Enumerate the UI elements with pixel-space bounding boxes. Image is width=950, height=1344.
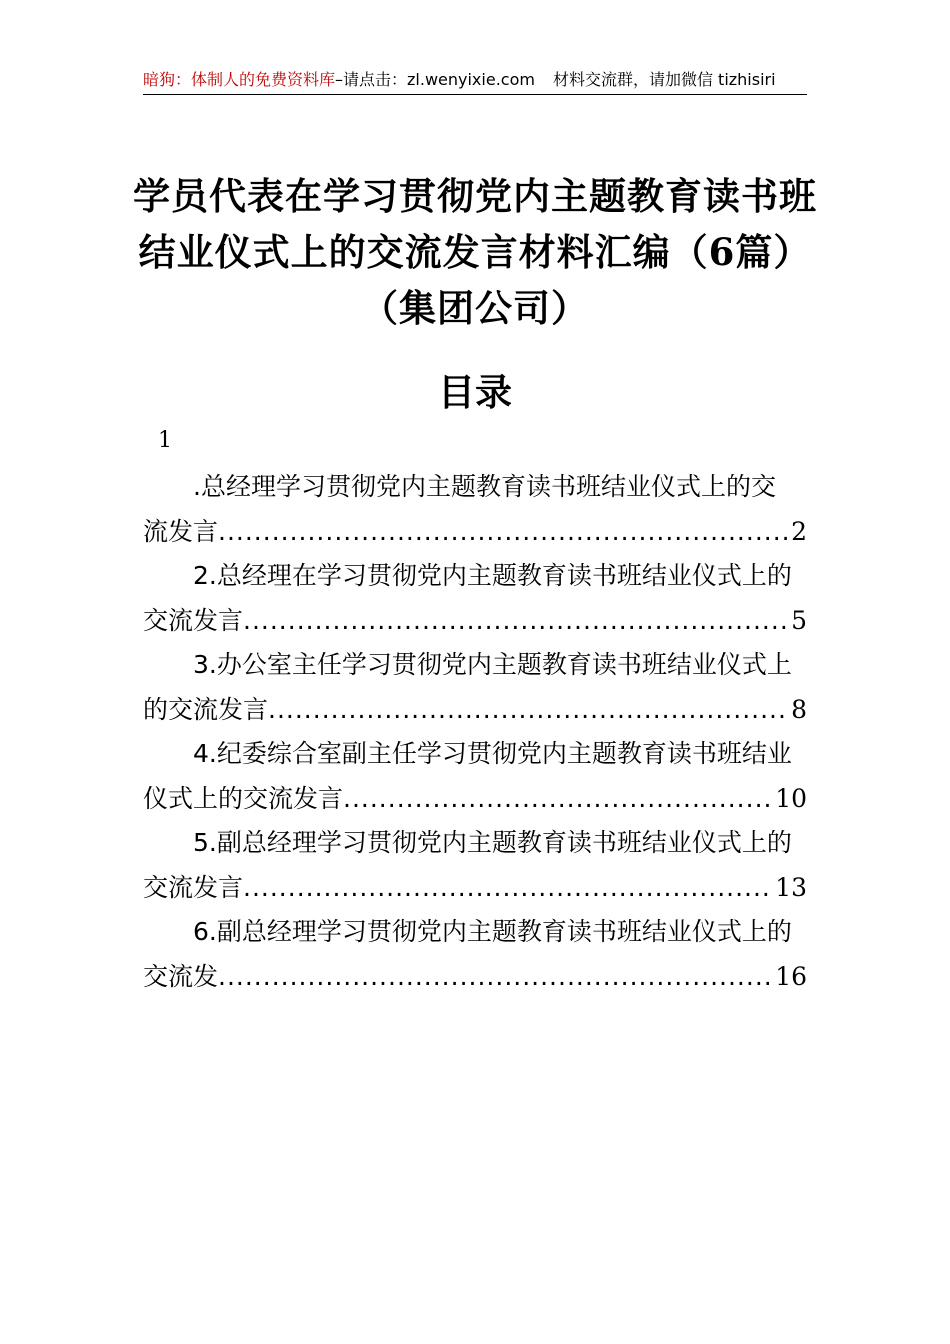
- toc-stray-number: 1: [158, 428, 172, 453]
- page-header: [143, 66, 807, 95]
- title-line-3: （集团公司）: [361, 286, 589, 330]
- toc-entry-title: 4.纪委综合室副主任学习贯彻党内主题教育读书班结业: [193, 739, 792, 768]
- toc-entry-title-cont: 流发言: [143, 516, 219, 546]
- toc-entry-5[interactable]: [143, 821, 807, 910]
- header-site-name: 暗狗：体制人的免费资料库: [143, 70, 336, 89]
- toc-entry-2[interactable]: [143, 554, 807, 643]
- toc-leader-dots: [243, 866, 773, 911]
- toc-entry-title: 2.总经理在学习贯彻党内主题教育读书班结业仪式上的: [193, 561, 792, 590]
- table-of-contents: [143, 465, 807, 999]
- title-line-1: 学员代表在学习贯彻党内主题教育读书班: [133, 174, 817, 218]
- toc-entry-title: .总经理学习贯彻党内主题教育读书班结业仪式上的交: [193, 472, 776, 501]
- toc-leader-dots: [343, 777, 773, 822]
- toc-leader-dots: [243, 599, 789, 644]
- header-link[interactable]: –请点击：zl.wenyixie.com: [335, 70, 535, 89]
- toc-leader-dots: [268, 688, 789, 733]
- toc-entry-title: 6.副总经理学习贯彻党内主题教育读书班结业仪式上的: [193, 917, 792, 946]
- toc-entry-page: 13: [775, 872, 807, 902]
- toc-entry-title: 5.副总经理学习贯彻党内主题教育读书班结业仪式上的: [193, 828, 792, 857]
- toc-leader-dots: [218, 955, 773, 1000]
- toc-entry-4[interactable]: [143, 732, 807, 821]
- toc-entry-title-cont: 交流发言: [143, 605, 244, 635]
- toc-heading: 目录: [438, 370, 512, 414]
- toc-entry-3[interactable]: [143, 643, 807, 732]
- document-title: [100, 168, 850, 336]
- toc-entry-6[interactable]: [143, 910, 807, 999]
- toc-entry-1[interactable]: [143, 465, 807, 554]
- toc-entry-page: 16: [775, 961, 807, 991]
- toc-entry-page: 2: [791, 516, 807, 546]
- toc-entry-page: 10: [775, 783, 807, 813]
- toc-entry-title-cont: 的交流发言: [143, 694, 269, 724]
- toc-entry-title-cont: 交流发言: [143, 872, 244, 902]
- toc-entry-page: 5: [791, 605, 807, 635]
- toc-entry-title-cont: 仪式上的交流发言: [143, 783, 344, 813]
- toc-leader-dots: [218, 510, 789, 555]
- toc-entry-page: 8: [791, 694, 807, 724]
- toc-entry-title-cont: 交流发: [143, 961, 219, 991]
- header-wechat-note: 材料交流群，请加微信 tizhisiri: [552, 70, 776, 89]
- toc-entry-title: 3.办公室主任学习贯彻党内主题教育读书班结业仪式上: [193, 650, 792, 679]
- title-line-2: 结业仪式上的交流发言材料汇编（6篇）: [138, 230, 812, 274]
